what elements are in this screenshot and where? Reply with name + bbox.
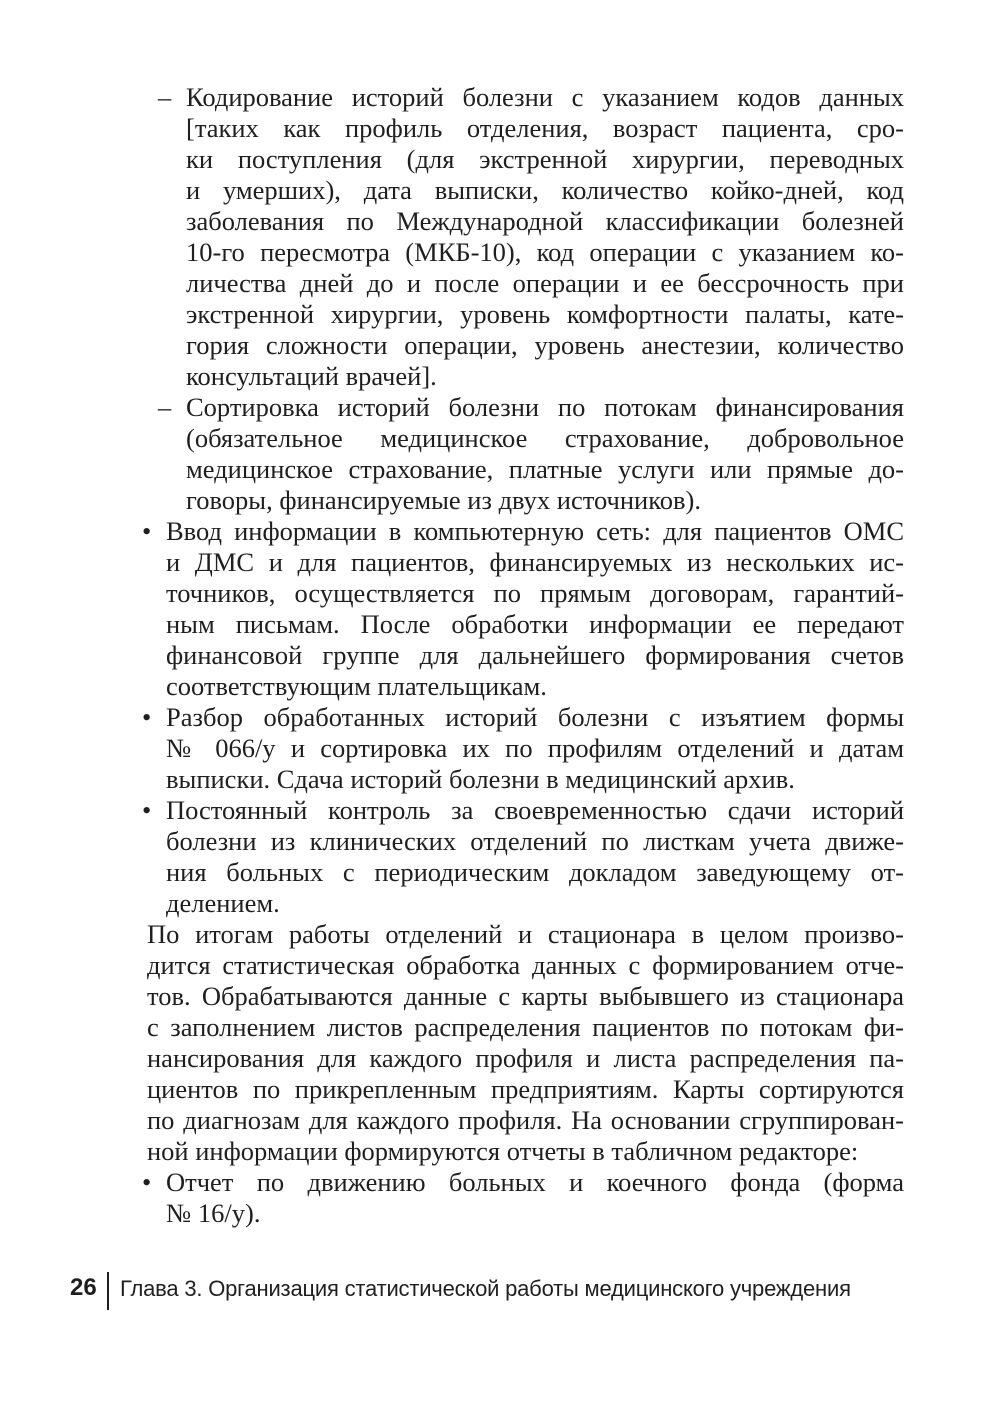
bullet-list-item-analysis bbox=[142, 702, 904, 795]
bullet-list-item-control bbox=[142, 795, 904, 919]
text-line: Разбор обработанных историй болезни с изъятием формы bbox=[166, 702, 904, 732]
text-line: Кодирование историй болезни с указанием кодов данных bbox=[186, 82, 904, 112]
text-line: болезни из клинических отделений по листкам учета движе- bbox=[166, 826, 904, 856]
dash-marker: – bbox=[158, 392, 172, 422]
dash-list-item-sorting bbox=[158, 392, 904, 516]
running-chapter-title: Глава 3. Организация статистической работы медицинского учреждения bbox=[120, 1276, 851, 1301]
text-line: (обязательное медицинское страхование, добровольное bbox=[186, 423, 904, 453]
text-line: по диагнозам для каждого профиля. На основании сгруппирован- bbox=[147, 1105, 904, 1135]
text-line: Постоянный контроль за своевременностью сдачи историй bbox=[166, 795, 904, 825]
page-body bbox=[0, 82, 1000, 1229]
text-line: финансовой группе для дальнейшего формирования счетов bbox=[166, 640, 904, 670]
bullet-list-item-report bbox=[142, 1167, 904, 1229]
text-line: с заполнением листов распределения пациентов по потокам фи- bbox=[147, 1012, 904, 1042]
text-line: нансирования для каждого профиля и листа распределения па- bbox=[147, 1043, 904, 1073]
text-line: № 16/у). bbox=[166, 1198, 261, 1228]
footer-divider bbox=[107, 1272, 109, 1310]
text-line: тов. Обрабатываются данные с карты выбывшего из стационара bbox=[147, 981, 904, 1011]
text-line: Отчет по движению больных и коечного фонда (форма bbox=[166, 1167, 904, 1197]
page-footer bbox=[0, 1272, 1000, 1312]
text-line: № 066/у и сортировка их по профилям отделений и датам bbox=[166, 733, 904, 763]
text-line: ния больных с периодическим докладом заведующему от- bbox=[166, 857, 904, 887]
text-line: 10-го пересмотра (МКБ-10), код операции с указанием ко- bbox=[186, 237, 904, 267]
text-line: Ввод информации в компьютерную сеть: для пациентов ОМС bbox=[166, 516, 904, 546]
text-line: медицинское страхование, платные услуги или прямые до- bbox=[186, 454, 904, 484]
text-line: точников, осуществляется по прямым договорам, гарантий- bbox=[166, 578, 904, 608]
text-line: ки поступления (для экстренной хирургии, переводных bbox=[186, 144, 904, 174]
text-line: По итогам работы отделений и стационара в целом произво- bbox=[147, 919, 904, 949]
text-line: дится статистическая обработка данных с формированием отче- bbox=[147, 950, 904, 980]
text-line: экстренной хирургии, уровень комфортности палаты, кате- bbox=[186, 299, 904, 329]
text-line: делением. bbox=[166, 888, 280, 918]
text-line: ной информации формируются отчеты в табличном редакторе: bbox=[147, 1136, 859, 1166]
body-paragraph bbox=[0, 919, 904, 1167]
bullet-marker: • bbox=[142, 795, 152, 825]
text-line: и ДМС и для пациентов, финансируемых из нескольких ис- bbox=[166, 547, 904, 577]
dash-list-item-coding bbox=[158, 82, 904, 392]
text-line: циентов по прикрепленным предприятиям. Карты сортируются bbox=[147, 1074, 904, 1104]
page-number: 26 bbox=[70, 1274, 97, 1301]
text-line: соответствующим плательщикам. bbox=[166, 671, 547, 701]
text-line: личества дней до и после операции и ее бессрочность при bbox=[186, 268, 904, 298]
bullet-marker: • bbox=[142, 516, 152, 546]
text-line: гория сложности операции, уровень анестезии, количество bbox=[186, 330, 904, 360]
text-line: [таких как профиль отделения, возраст пациента, сро- bbox=[186, 113, 904, 143]
text-line: Сортировка историй болезни по потокам финансирования bbox=[186, 392, 904, 422]
text-line: заболевания по Международной классификации болезней bbox=[186, 206, 904, 236]
text-line: выписки. Сдача историй болезни в медицинский архив. bbox=[166, 764, 795, 794]
bullet-marker: • bbox=[142, 1167, 152, 1197]
bullet-list-item-data-entry bbox=[142, 516, 904, 702]
text-line: ным письмам. После обработки информации ее передают bbox=[166, 609, 904, 639]
text-line: говоры, финансируемые из двух источников). bbox=[186, 485, 701, 515]
dash-marker: – bbox=[158, 82, 172, 112]
text-line: консультаций врачей]. bbox=[186, 361, 437, 391]
text-line: и умерших), дата выписки, количество койко-дней, код bbox=[186, 175, 904, 205]
bullet-marker: • bbox=[142, 702, 152, 732]
